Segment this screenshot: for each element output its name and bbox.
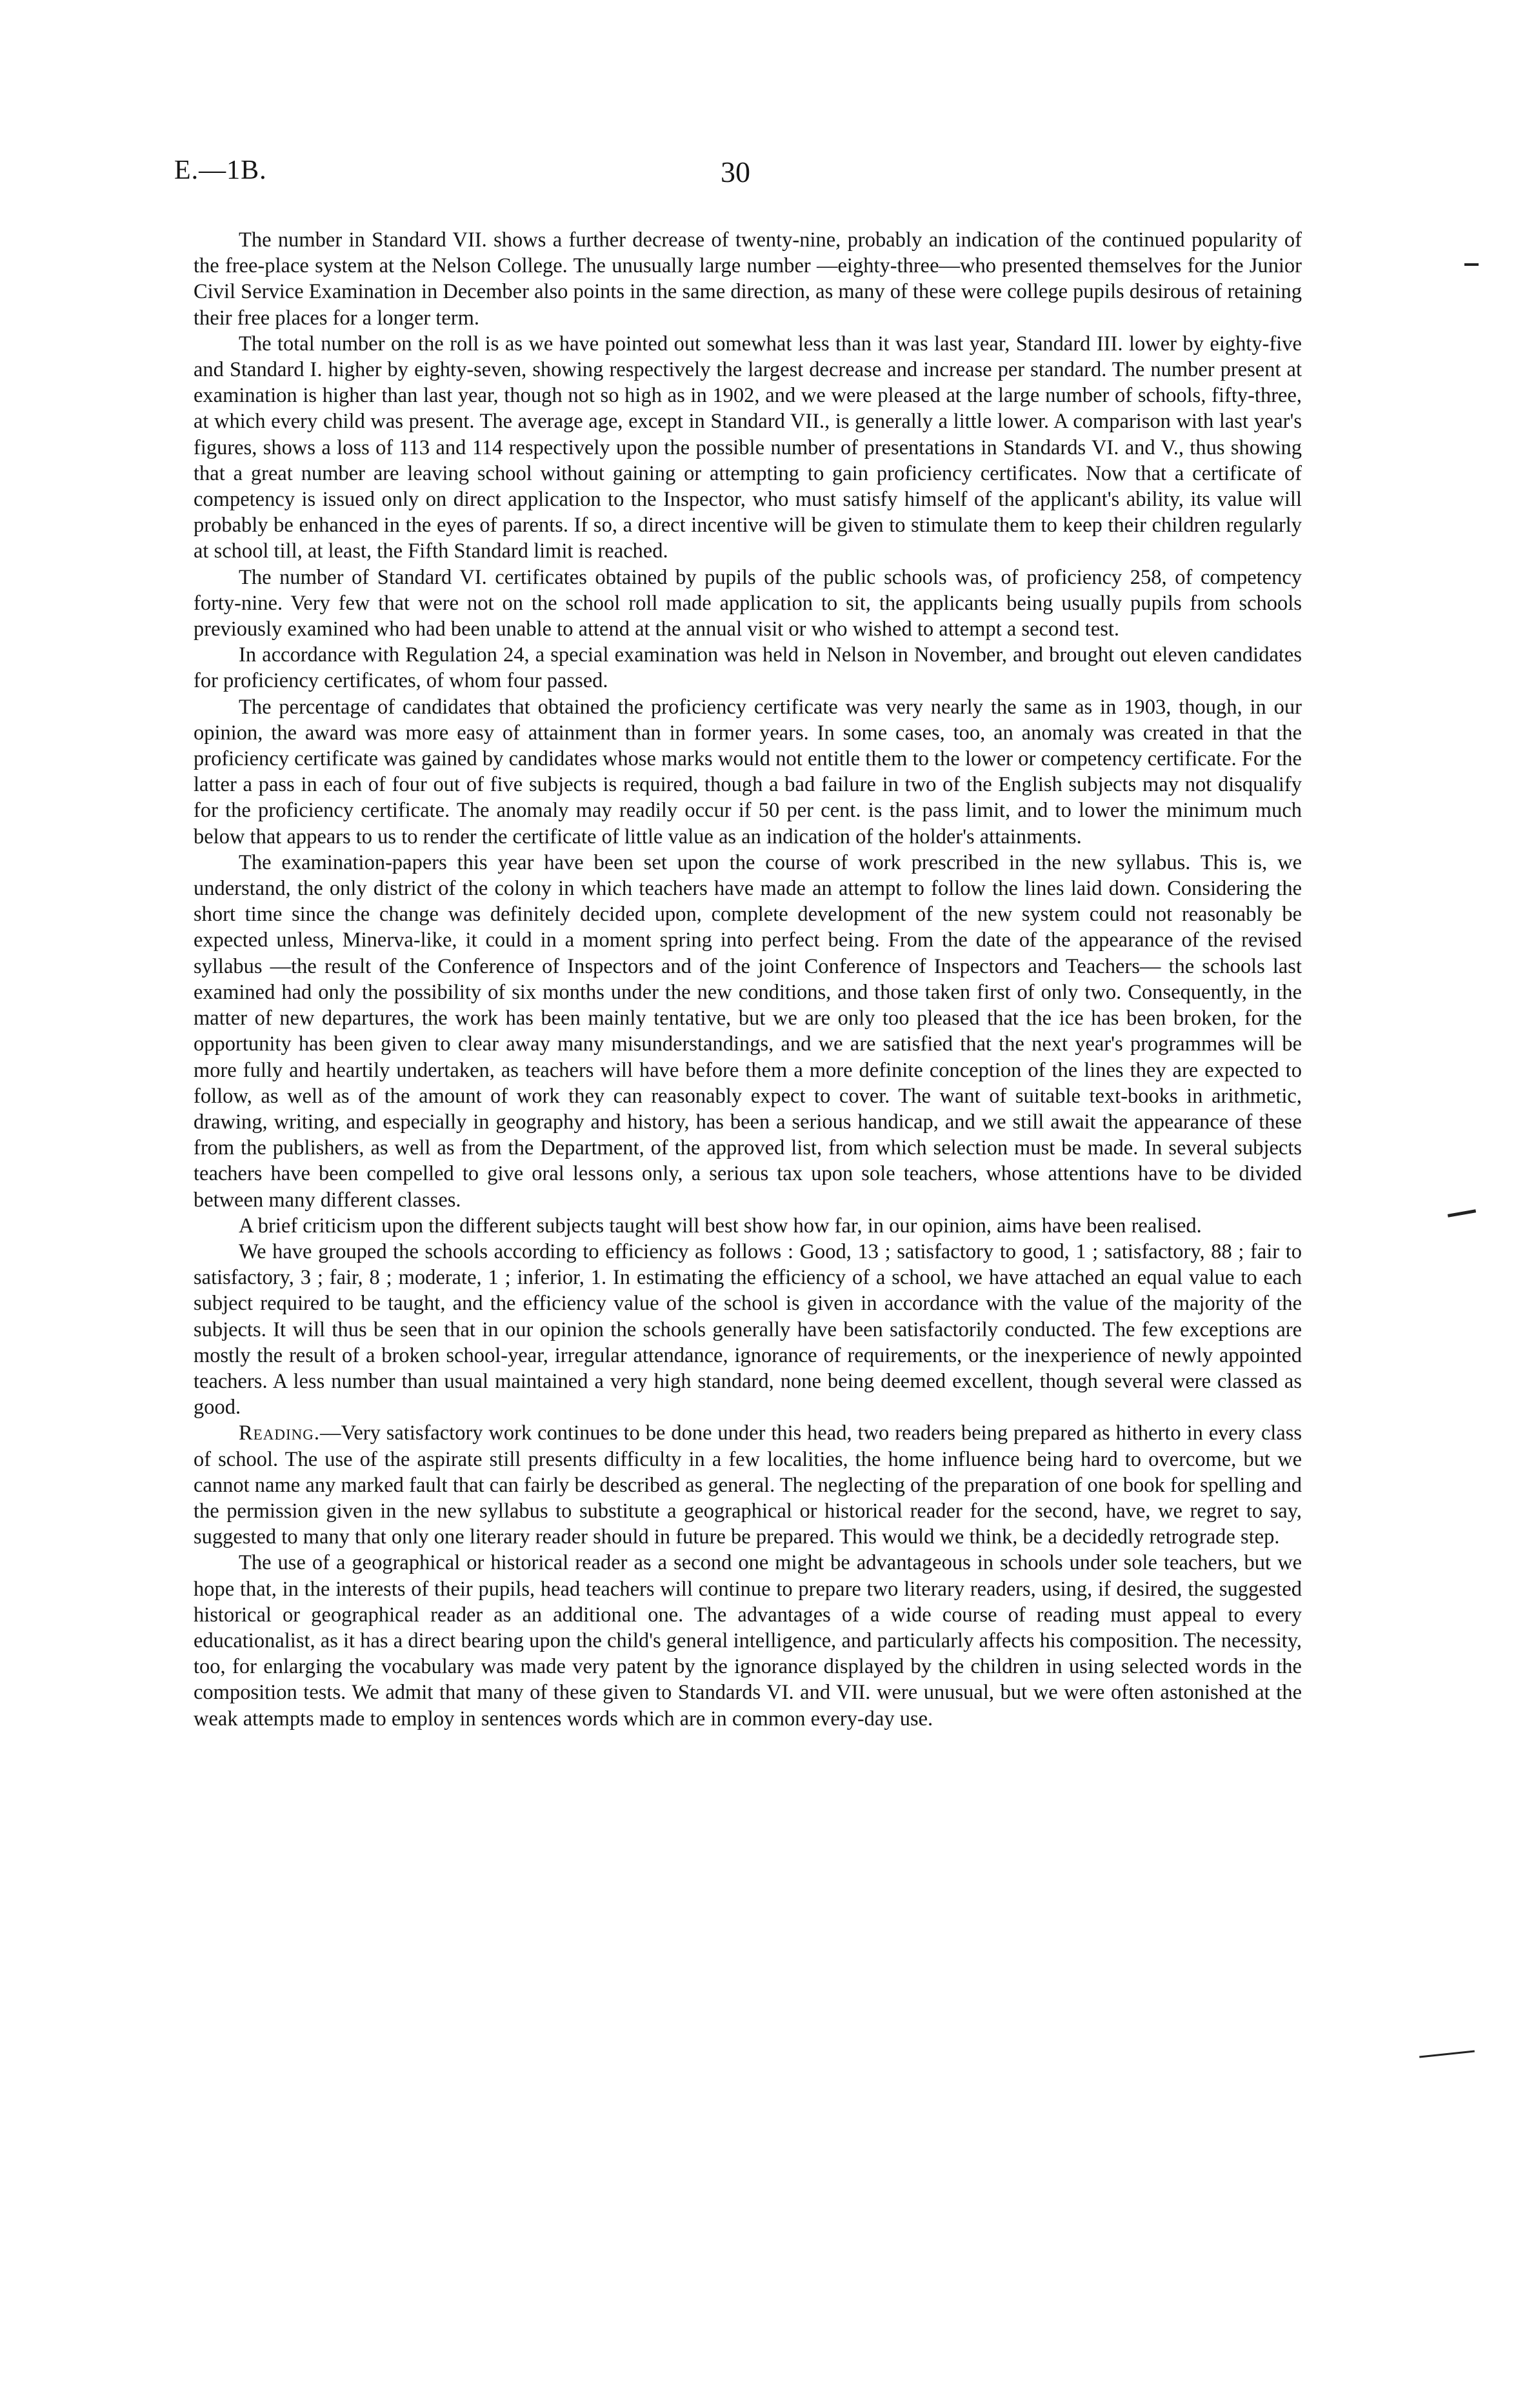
margin-mark: [1419, 2051, 1475, 2058]
paragraph: [194, 1239, 1302, 1420]
page-number: 30: [721, 156, 750, 188]
paragraph: [194, 565, 1302, 643]
paragraph-text: The number of Standard VI. certificates obtained by pupils of the public schools was, of proficiency 258, of competency forty-nine. Very few that were not on the school roll made application to sit, the applicants being usually pupils from schools previously examined who had been unable to attend at the annual visit or who wished to attempt a second test.: [194, 565, 1302, 641]
paragraph: [194, 642, 1302, 694]
margin-mark: [1464, 263, 1479, 266]
paragraph-text: The number in Standard VII. shows a further decrease of twenty-nine, probably an indication of the continued popularity of the free-place system at the Nelson College. The unusually large number —eighty-three—who presented themselves for the Junior Civil Service Examination in December also points in the same direction, as many of these were college pupils desirous of retaining their free places for a longer term.: [194, 228, 1302, 330]
paragraph: [194, 1550, 1302, 1731]
paragraph-text: The percentage of candidates that obtained the proficiency certificate was very nearly the same as in 1903, though, in our opinion, the award was more easy of attainment than in former years. In some cases, too, an anomaly was created in that the proficiency certificate was gained by candidates whose marks would not entitle them to the lower or competency certificate. For the latter a pass in each of four out of five subjects is required, though a bad failure in two of the English subjects may not disqualify for the proficiency certificate. The anomaly may readily occur if 50 per cent. is the pass limit, and to lower the minimum much below that appears to us to render the certificate of little value as an indication of the holder's attainments.: [194, 695, 1302, 848]
paragraph: [194, 227, 1302, 331]
paragraph-text: The examination-papers this year have been set upon the course of work prescribed in the new syllabus. This is, we understand, the only district of the colony in which teachers have made an attempt to follow the lines laid down. Considering the short time since the change was definitely decided upon, complete development of the new system could not reasonably be expected unless, Minerva-like, it could in a moment spring into perfect being. From the date of the appearance of the revised syllabus —the result of the Conference of Inspectors and of the joint Conference of Inspectors and Teachers— the schools last examined had only the possibility of six months under the new conditions, and those taken first of only two. Consequently, in the matter of new departures, the work has been mainly tentative, but we are only too pleased that the ice has been broken, for the opportunity has been given to clear away many misunderstandings, and we are satisfied that the next year's programmes will be more fully and heartily undertaken, as teachers will have before them a more definite conception of the lines they are expected to follow, as well as of the amount of work they can reasonably expect to cover. The want of suitable text-books in arithmetic, drawing, writing, and especially in geography and history, has been a serious handicap, and we still await the appearance of these from the publishers, as well as from the Department, of the approved list, from which selection must be made. In several subjects teachers have been compelled to give oral lessons only, a serious tax upon sole teachers, whose attentions have to be divided between many different classes.: [194, 850, 1302, 1212]
paragraph-text: A brief criticism upon the different subjects taught will best show how far, in our opinion, aims have been realised.: [239, 1214, 1202, 1238]
page-header: [174, 155, 1297, 194]
paragraph-text: The total number on the roll is as we have pointed out somewhat less than it was last year, Standard III. lower by eighty-five and Standard I. higher by eighty-seven, showing respectively the largest decrease and increase per standard. The number present at examination is higher than last year, though not so high as in 1902, and we were pleased at the large number of schools, fifty-three, at which every child was present. The average age, except in Standard VII., is generally a little lower. A comparison with last year's figures, shows a loss of 113 and 114 respectively upon the possible number of presentations in Standards VI. and V., thus showing that a great number are leaving school without gaining or attempting to gain proficiency certificates. Now that a certificate of competency is issued only on direct application to the Inspector, who must satisfy himself of the applicant's ability, its value will probably be enhanced in the eyes of parents. If so, a direct incentive will be given to stimulate them to keep their children regularly at school till, at least, the Fifth Standard limit is reached.: [194, 332, 1302, 563]
paragraph: [194, 694, 1302, 850]
document-reference: E.—1B.: [174, 156, 267, 185]
body-text: [194, 227, 1302, 1732]
paragraph-text: The use of a geographical or historical reader as a second one might be advantageous in schools under sole teachers, but we hope that, in the interests of their pupils, head teachers will continue to prepare two literary readers, using, if desired, the suggested historical or geographical reader as an additional one. The advantages of a wide course of reading must appeal to every educationalist, as it has a direct bearing upon the child's general intelligence, and particularly affects his composition. The necessity, too, for enlarging the vocabulary was made very patent by the ignorance displayed by the children in using selected words in the composition tests. We admit that many of these given to Standards VI. and VII. were unusual, but we were often astonished at the weak attempts made to employ in sentences words which are in common every-day use.: [194, 1551, 1302, 1731]
paragraph: [194, 331, 1302, 565]
paragraph-text: We have grouped the schools according to efficiency as follows : Good, 13 ; satisfactory to good, 1 ; satisfactory, 88 ; fair to satisfactory, 3 ; fair, 8 ; moderate, 1 ; inferior, 1. In estimating the efficiency of a school, we have attached an equal value to each subject required to be taught, and the efficiency value of the school is given in accordance with the value of the majority of the subjects. It will thus be seen that in our opinion the schools generally have been satisfactorily conducted. The few exceptions are mostly the result of a broken school-year, irregular attendance, ignorance of requirements, or the inexperience of newly appointed teachers. A less number than usual maintained a very high standard, none being deemed excellent, though several were classed as good.: [194, 1239, 1302, 1420]
paragraph: [194, 1420, 1302, 1550]
paragraph: [194, 850, 1302, 1213]
paragraph-text: —Very satisfactory work continues to be done under this head, two readers being prepared as hitherto in every class of school. The use of the aspirate still presents difficulty in a few localities, the home influence being hard to overcome, but we cannot name any marked fault that can fairly be described as general. The neglecting of the preparation of one book for spelling and the permission given in the new syllabus to substitute a geographical or historical reader for the second, have, we regret to say, suggested to many that only one literary reader should in future be prepared. This would we think, be a decidedly retrograde step.: [194, 1421, 1302, 1549]
section-heading-reading: Reading.: [239, 1421, 320, 1445]
margin-mark: [1448, 1209, 1476, 1218]
paragraph: [194, 1213, 1302, 1239]
paragraph-text: In accordance with Regulation 24, a special examination was held in Nelson in November, and brought out eleven candidates for proficiency certificates, of whom four passed.: [194, 643, 1302, 693]
